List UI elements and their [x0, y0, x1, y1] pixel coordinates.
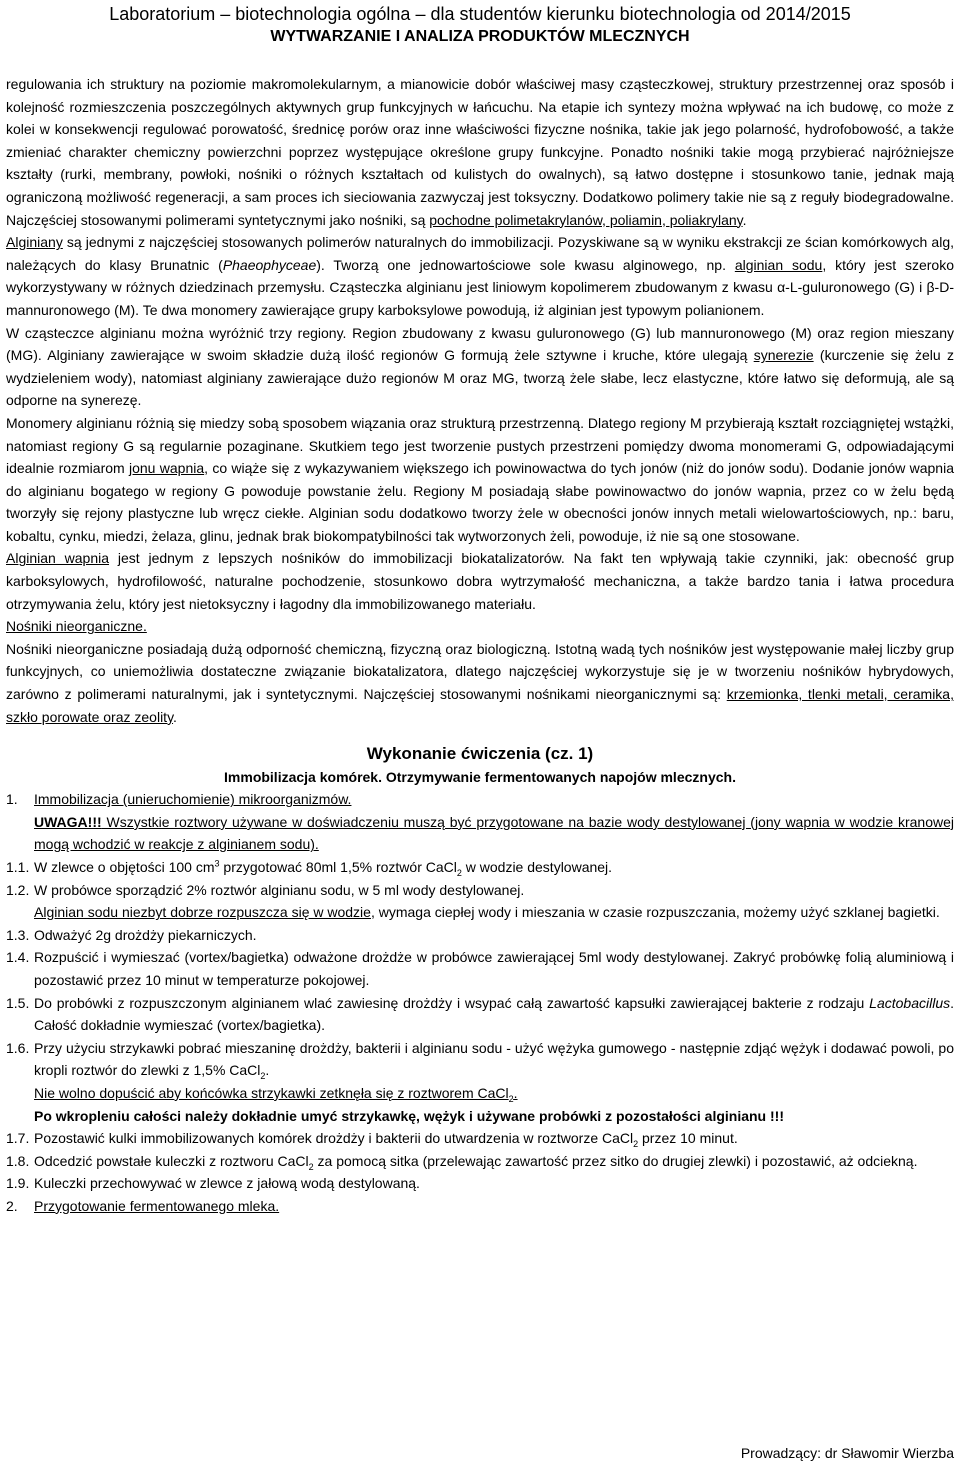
paragraph-alginates: Alginiany są jednymi z najczęściej stosowanych polimerów naturalnych do immobilizacji. Pozyskiwane są w wyniku ekstrakcji ze ścian komórkowych alg, należących do klasy Brunatnic (Phaeophyceae). Tworzą one jednowartościowe sole kwasu alginowego, np. alginian sodu, który jest szeroko wykorzystywany w różnych dziedzinach przemysłu. Cząsteczka alginianu jest liniowym kopolimerem zbudowanym z kwasu α-L-guluronowego (G) i β-D-mannuronowego (M). Te dwa monomery zawierające grupy karboksylowe powodują, iż alginian jest typowym polianionem. [6, 234, 954, 318]
step-1-6: 1.6. Przy użyciu strzykawki pobrać mieszaninę drożdży, bakterii i alginianu sodu - użyć wężyka gumowego - następnie zdjąć wężyk i dodawać powoli, po kropli roztwór do zlewki z 1,5% CaCl$_2$. Nie wolno dopuścić aby końcówka strzykawki zetknęła się z roztworem CaCl$_2$. Po wkropleniu całości należy dokładnie umyć strzykawkę, wężyk i używane probówki z pozostałości alginianu !!! [6, 1039, 954, 1124]
step-1-9: 1.9. Kuleczki przechowywać w zlewce z jałową wodą destylowaną. [6, 1175, 420, 1192]
document-body [6, 73, 954, 1218]
step-1-5: 1.5. Do probówki z rozpuszczonym alginianem wlać zawiesinę drożdży i wsypać całą zawartość kapsułki zawierającej bakterie z rodzaju Lactobacillus. Całość dokładnie wymieszać (vortex/bagietka). [6, 994, 954, 1034]
paragraph-monomers: Monomery alginianu różnią się miedzy sobą sposobem wiązania oraz strukturą przestrzenną. Dlatego regiony M przybierają kształt rozciągniętej wstążki, natomiast regiony G są regularnie pozaginane. Skutkiem tego jest tworzenie pustych przestrzeni pomiędzy dwoma monomerami G, odpowiadającymi idealnie rozmiarom jonu wapnia, co wiąże się z wykazywaniem większego ich powinowactwa do tych jonów (niż do jonów sodu). Dodanie jonów wapnia do alginianu bogatego w regiony G powoduje powstanie żelu. Regiony M posiadają słabe powinowactwo do jonów wapnia, przez co w żelu będą tworzyły się rejony plastyczne lub wręcz ciekłe. Alginian sodu dodatkowo tworzy żele w obecności jonów innych metali wielowartościowych, np.: baru, kobaltu, cynku, miedzi, żelaza, glinu, jednak brak biokompatybilności tak wytworzonych żeli, powoduje, iż nie są one stosowane. [6, 414, 954, 544]
paragraph-inorganic-carriers: Nośniki nieorganiczne posiadają dużą odporność chemiczną, fizyczną oraz biologiczną. Istotną wadą tych nośników jest występowanie małej liczby grup funkcyjnych, co uniemożliwia dostateczne związanie biokatalizatora, dlatego najczęściej wykorzystuje się je w tworzeniu nośników hybrydowych, zarówno z polimerami naturalnymi, jak i syntetycznymi. Najczęściej stosowanymi nośnikami nieorganicznymi są: krzemionka, tlenki metali, ceramika, szkło porowate oraz zeolity. [6, 640, 954, 725]
footer-instructor: Prowadzący: dr Sławomir Wierzba [740, 1445, 954, 1461]
step-1-1: 1.1. W zlewce o objętości 100 $cm^3$ przygotować 80ml 1,5% roztwór CaCl$_2$ w wodzie destylowanej. [6, 858, 613, 878]
warning-note: UWAGA!!! Wszystkie roztwory używane w doświadczeniu muszą być przygotowane na bazie wody destylowanej (jony wapnia w wodzie kranowej mogą wchodzić w reakcje z alginianem sodu). [34, 813, 954, 853]
step-1-7: 1.7. Pozostawić kulki immobilizowanych komórek drożdży i bakterii do utwardzenia w roztworze CaCl$_2$ przez 10 minut. [6, 1130, 738, 1149]
paragraph-calcium-alginate: Alginian wapnia jest jednym z lepszych nośników do immobilizacji biokatalizatorów. Na fakt ten wpływają takie czynniki, jak: obecność grup karboksylowych, hydrofilowość, naturalne pochodzenie, stosunkowo dobra wytrzymałość mechaniczna, a także bardzo tania i łatwa procedura otrzymywania żelu, który jest nietoksyczny i łagodny dla immobilizowanego materiału. [6, 550, 954, 612]
step-1-2: 1.2. W probówce sporządzić 2% roztwór alginianu sodu, w 5 ml wody destylowanej. Alginian sodu niezbyt dobrze rozpuszcza się w wodzie, wymaga ciepłej wody i mieszania w czasie rozpuszczania, możemy użyć szklanej bagietki. [6, 881, 940, 921]
header-line-2: WYTWARZANIE I ANALIZA PRODUKTÓW MLECZNYCH [270, 28, 690, 45]
paragraph-synthetic-polymers: regulowania ich struktury na poziomie makromolekularnym, a mianowicie dobór właściwej masy cząsteczkowej, struktury przestrzennej oraz sposób i kolejność rozmieszczenia poszczególnych aktywnych grup funkcyjnych w łańcuchu. Na etapie ich syntezy można wpływać na ich budowę, co może z kolei w konsekwencji regulować porowatość, średnicę porów oraz inne właściwości fizyczne nośnika, takie jak jego polarność, hydrofobowość, a także zmieniać charakter chemiczny powierzchni poprzez występujące określone grupy funkcyjne. Ponadto nośniki takie mogą przybierać najróżniejsze kształty (rurki, membrany, powłoki, nośniki o różnych kształtach od kulistych do owalnych), są łatwo dostępne i stosunkowo tanie, jednak mają ograniczoną możliwość regeneracji, a sam proces ich sieciowania zazwyczaj jest toksyczny. Dodatkowo polimery takie nie są z reguły biodegradowalne. Najczęściej stosowanymi polimerami syntetycznymi jako nośniki, są pochodne polimetakrylanów, poliamin, poliakrylany. [6, 76, 954, 228]
section-subtitle: Immobilizacja komórek. Otrzymywanie fermentowanych napojów mlecznych. [224, 769, 736, 786]
paragraph-alginate-regions: W cząsteczce alginianu można wyróżnić trzy regiony. Region zbudowany z kwasu guluronowego (G) lub mannuronowego (M) oraz region mieszany (MG). Alginiany zawierające w swoim składzie dużą ilość regionów G formują żele sztywne i kruche, które ulegają synerezie (kurczenie się żelu z wydzieleniem wody), natomiast alginiany zawierające dużo regionów M oraz MG, tworzą żele słabe, lecz elastyczne, które łatwo się deformują, ale są odporne na synerezę. [6, 324, 955, 409]
heading-inorganic-carriers: Nośniki nieorganiczne. [6, 618, 147, 635]
section-title: Wykonanie ćwiczenia (cz. 1) [366, 744, 594, 764]
header-line-1: Laboratorium – biotechnologia ogólna – dla studentów kierunku biotechnologia od 2014/2015 [109, 4, 851, 24]
step-1-4: 1.4. Rozpuścić i wymieszać (vortex/bagietka) odważone drożdże w probówce zawierającej 5ml wody destylowanej. Zakryć probówkę folią aluminiową i pozostawić przez 10 minut w temperaturze pokojowej. [6, 949, 954, 988]
page-header [0, 0, 960, 48]
step-2: 2. Przygotowanie fermentowanego mleka. [6, 1197, 280, 1214]
link-synthetic-polymers: pochodne polimetakrylanów, poliamin, poliakrylany [429, 211, 743, 228]
step-1-3: 1.3. Odważyć 2g drożdży piekarniczych. [6, 926, 257, 943]
step-1: 1. Immobilizacja (unieruchomienie) mikroorganizmów. [6, 791, 352, 808]
step-1-8: 1.8. Odcedzić powstałe kuleczki z roztworu CaCl$_2$ za pomocą sitka (przelewając zawartość przez sitko do drugiej zlewki) i pozostawić, aż odciekną. [6, 1152, 918, 1172]
